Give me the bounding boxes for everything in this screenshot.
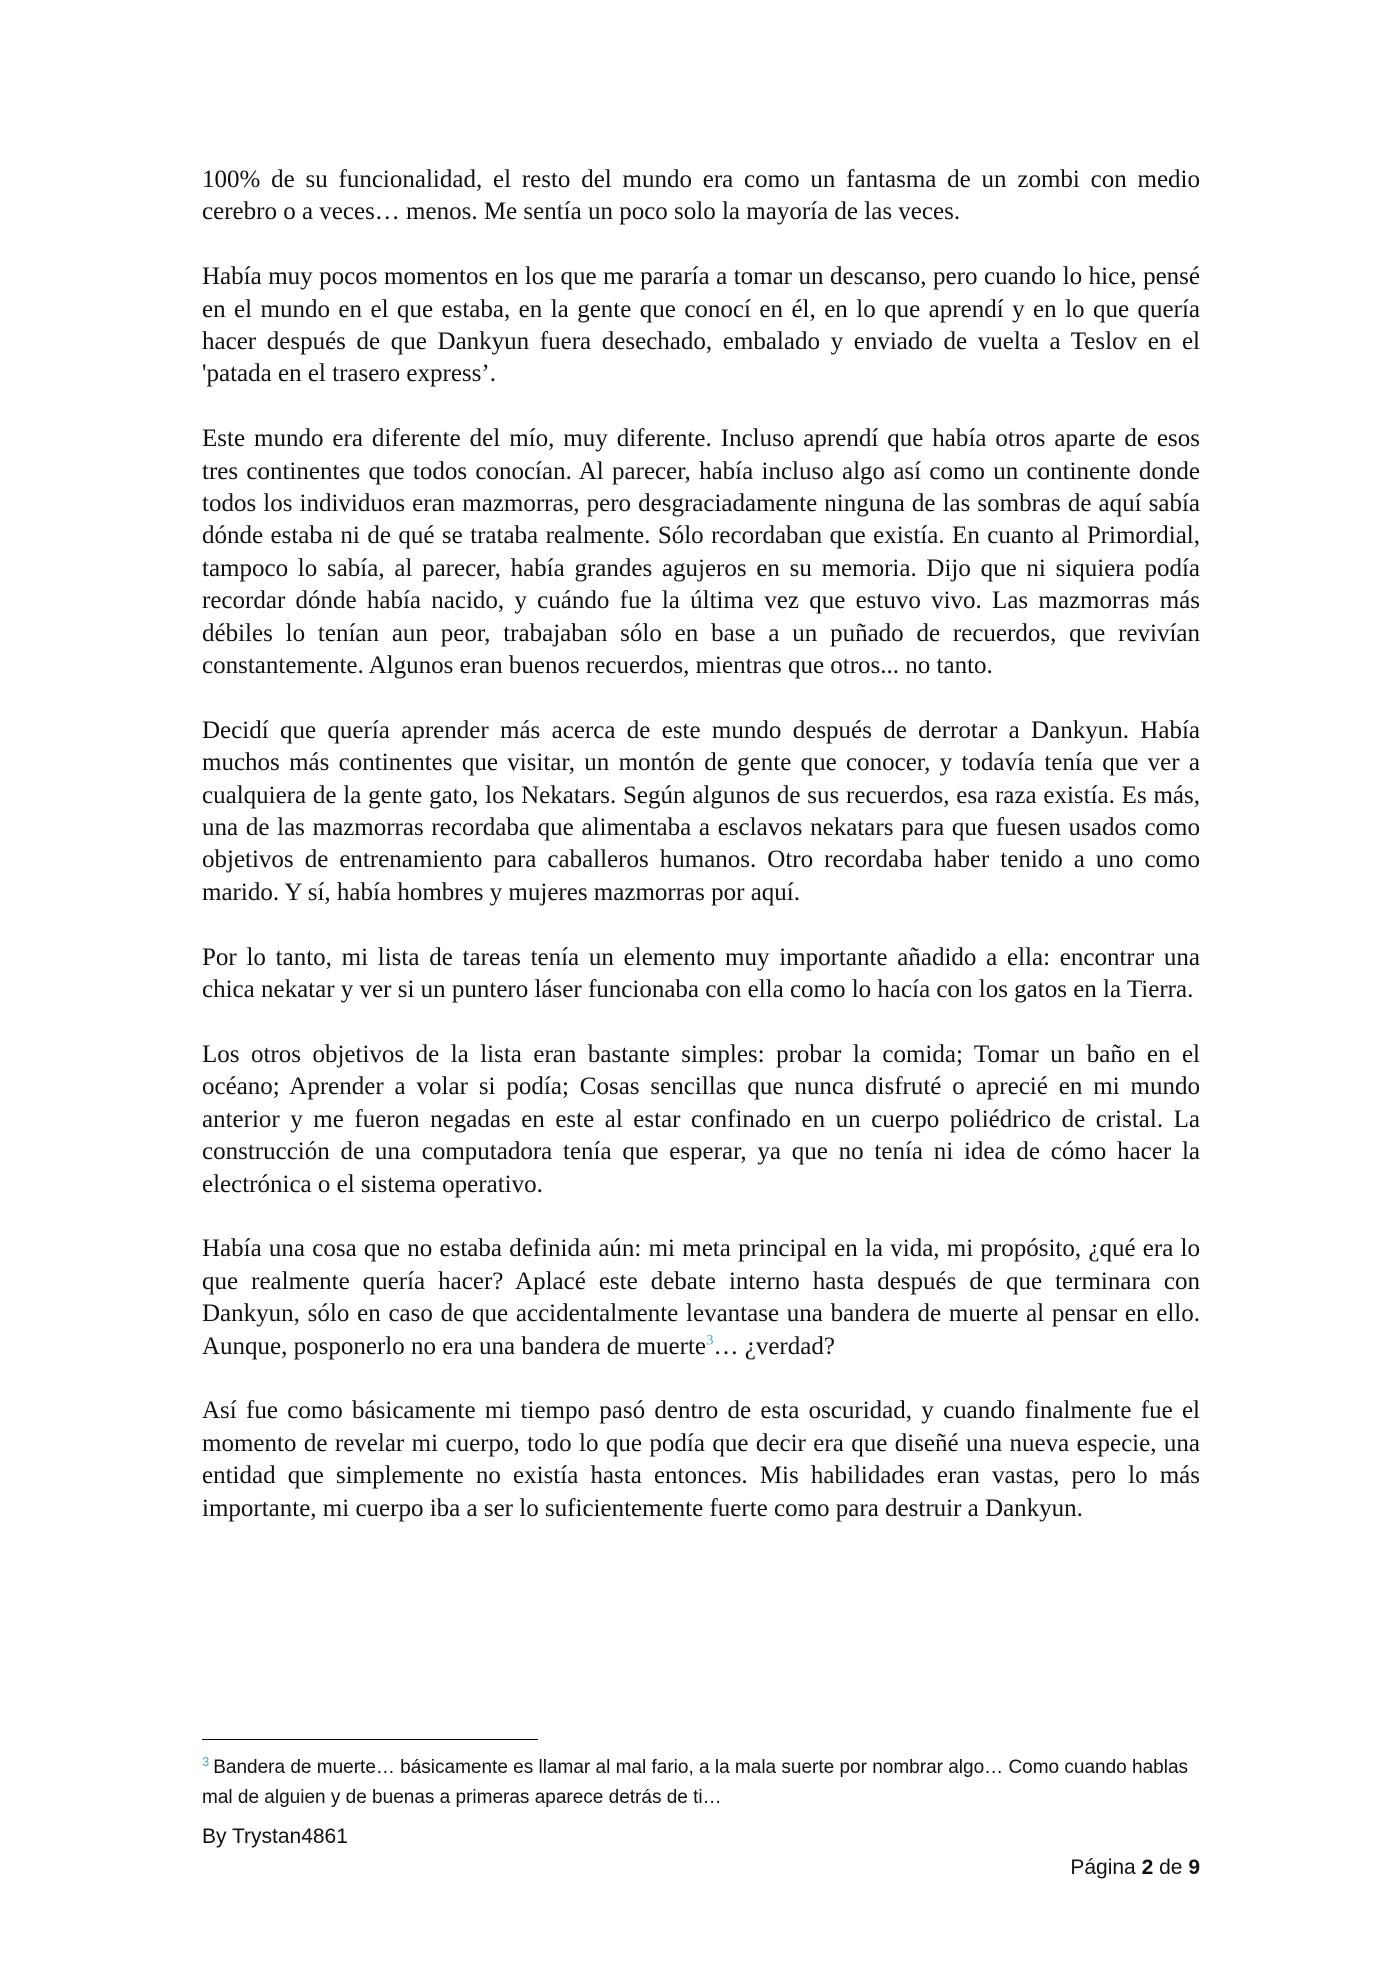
- paragraph-7-tail: … ¿verdad?: [713, 1332, 835, 1360]
- paragraph-7: [202, 1233, 1200, 1363]
- footnote-text: Bandera de muerte… básicamente es llamar al mal fario, a la mala suerte por nombrar algo… Como cuando hablas mal de alguien y de buenas a primeras aparece detrás de ti…: [202, 1757, 1189, 1808]
- paragraph-3: Este mundo era diferente del mío, muy diferente. Incluso aprendí que había otros aparte de esos tres continentes que todos conocían. Al parecer, había incluso algo así como un continente donde todos los individuos eran mazmorras, pero desgraciadamente ninguna de las sombras de aquí sabía dónde estaba ni de qué se trataba realmente. Sólo recordaban que existía. En cuanto al Primordial, tampoco lo sabía, al parecer, había grandes agujeros en su memoria. Dijo que ni siquiera podía recordar dónde había nacido, y cuándo fue la última vez que estuvo vivo. Las mazmorras más débiles lo tenían aun peor, trabajaban sólo en base a un puñado de recuerdos, que revivían constantemente. Algunos eran buenos recuerdos, mientras que otros... no tanto.: [202, 425, 1200, 680]
- paragraph-8: Así fue como básicamente mi tiempo pasó dentro de esta oscuridad, y cuando finalmente fue el momento de revelar mi cuerpo, todo lo que podía que decir era que diseñé una nueva especie, una entidad que simplemente no existía hasta entonces. Mis habilidades eran vastas, pero lo más importante, mi cuerpo iba a ser lo suficientemente fuerte como para destruir a Dankyun.: [202, 1397, 1200, 1522]
- page-label: Página: [1070, 1856, 1136, 1879]
- paragraph-5: Por lo tanto, mi lista de tareas tenía un elemento muy importante añadido a ella: encontrar una chica nekatar y ver si un puntero láser funcionaba con ella como lo hacía con los gatos en la Tierra.: [202, 943, 1200, 1004]
- paragraph-1: 100% de su funcionalidad, el resto del mundo era como un fantasma de un zombi con medio cerebro o a veces… menos. Me sentía un poco solo la mayoría de las veces.: [202, 166, 1200, 226]
- total-pages: 9: [1188, 1856, 1200, 1879]
- page-number: [1070, 1853, 1200, 1883]
- footnote-reference[interactable]: 3: [705, 1332, 714, 1349]
- paragraph-6: Los otros objetivos de la lista eran bastante simples: probar la comida; Tomar un baño en el océano; Aprender a volar si podía; Cosas sencillas que nunca disfruté o aprecié en mi mundo anterior y me fueron negadas en este al estar confinado en un cuerpo poliédrico de cristal. La construcción de una computadora tenía que esperar, ya que no tenía ni idea de cómo hacer la electrónica o el sistema operativo.: [202, 1040, 1200, 1198]
- footnote-number: 3: [202, 1753, 210, 1769]
- paragraph-2: Había muy pocos momentos en los que me pararía a tomar un descanso, pero cuando lo hice, pensé en el mundo en el que estaba, en la gente que conocí en él, en lo que aprendí y en lo que quería hacer después de que Dankyun fuera desechado, embalado y enviado de vuelta a Teslov en el 'patada en el trasero express’.: [202, 263, 1200, 388]
- footnote: [202, 1753, 1200, 1813]
- paragraph-7-text: Había una cosa que no estaba definida aún: mi meta principal en la vida, mi propósito, ¿qué era lo que realmente quería hacer? Aplacé este debate interno hasta después de que terminara con Dankyun, sólo en caso de que accidentalmente levantase una bandera de muerte al pensar en ello. Aunque, posponerlo no era una bandera de muerte: [202, 1235, 1200, 1360]
- body-text: [202, 164, 1200, 1557]
- paragraph-4: Decidí que quería aprender más acerca de este mundo después de derrotar a Dankyun. Había muchos más continentes que visitar, un montón de gente que conocer, y todavía tenía que ver a cualquiera de la gente gato, los Nekatars. Según algunos de sus recuerdos, esa raza existía. Es más, una de las mazmorras recordaba que alimentaba a esclavos nekatars para que fuesen usados como objetivos de entrenamiento para caballeros humanos. Otro recordaba haber tenido a uno como marido. Y sí, había hombres y mujeres mazmorras por aquí.: [202, 716, 1200, 906]
- page-of: de: [1159, 1856, 1183, 1879]
- footnote-separator: [202, 1739, 538, 1740]
- current-page: 2: [1141, 1856, 1154, 1879]
- author-credit: By Trystan4861: [202, 1825, 348, 1848]
